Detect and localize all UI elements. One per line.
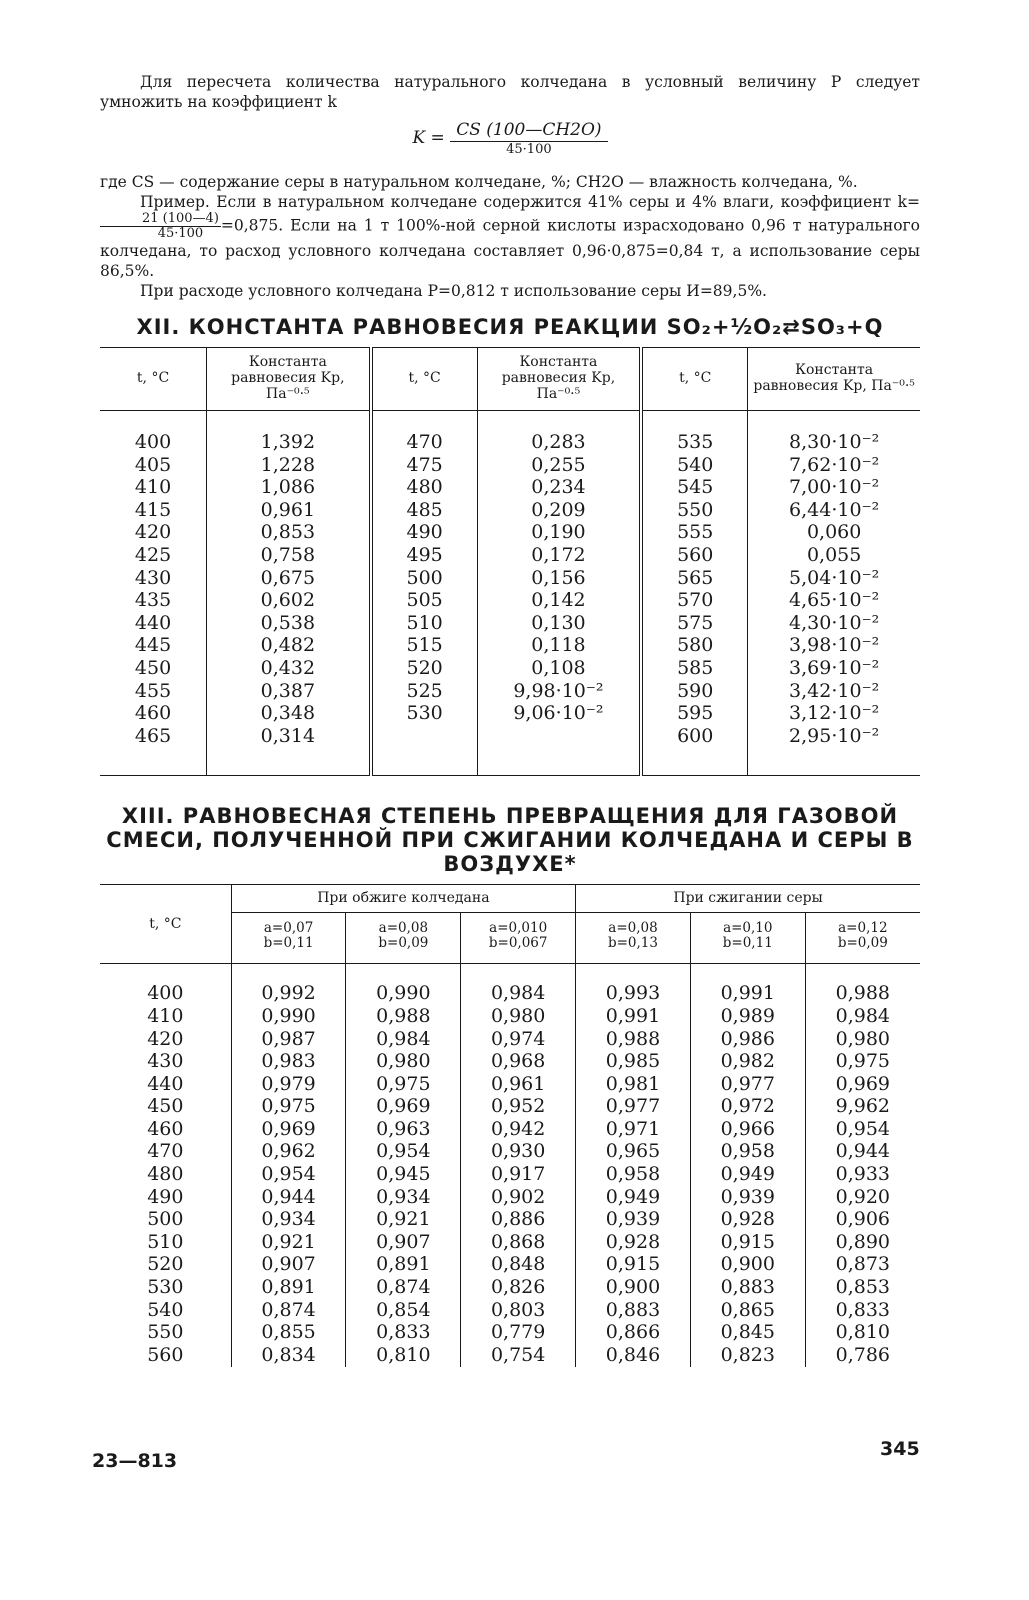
block3-constants-value: 3,12·10⁻²: [789, 702, 880, 725]
sulfur-column-2-value: 0,915: [720, 1230, 775, 1253]
pyrite-column-3-value: 0,902: [490, 1185, 546, 1208]
sulfur-column-3-value: 0,786: [835, 1343, 891, 1366]
block1-temperatures-value: 450: [134, 656, 172, 679]
header-constant-1: Константа равновесия Kp, Па⁻⁰·⁵: [207, 348, 371, 411]
sulfur-column-2-value: 0,845: [720, 1321, 775, 1344]
equilibrium-constant-table: [100, 347, 920, 776]
block3-temperatures-value: 575: [677, 611, 714, 634]
pyrite-column-3-value: 0,952: [490, 1095, 546, 1118]
formula-denominator: 45·100: [506, 142, 552, 157]
sulfur-column-1-value: 0,991: [605, 1004, 661, 1027]
pyrite-column-3-value: 0,886: [490, 1208, 546, 1231]
block2-constants-value: 9,98·10⁻²: [513, 679, 604, 702]
sulfur-column-1-value: 0,846: [605, 1343, 661, 1366]
formula-numerator: CS (100—CH2O): [450, 120, 607, 142]
consumption-paragraph: При расходе условного колчедана P=0,812 т использование серы И=89,5%.: [140, 282, 767, 300]
pyrite-column-1-value: 0,834: [261, 1343, 316, 1366]
block2-temperatures-value: 505: [406, 589, 443, 612]
block1-constants-value: 1,086: [260, 476, 316, 499]
block1-constants: [207, 411, 371, 776]
example-frac-den: 45·100: [157, 226, 204, 241]
block3-temperatures-value: 565: [677, 566, 714, 589]
definition-paragraph: где CS — содержание серы в натуральном колчедане, %; CH2O — влажность колчедана, %.: [100, 173, 858, 191]
pyrite-column-2-value: 0,945: [376, 1163, 431, 1186]
block3-temperatures-value: 545: [677, 476, 714, 499]
block2-constants-value: 0,190: [531, 521, 586, 544]
sulfur-column-2-value: 0,823: [720, 1343, 775, 1366]
temperature-column-value: 410: [147, 1004, 184, 1027]
block2-temperatures-value: 530: [406, 702, 443, 725]
block2-temperatures-value: 510: [406, 611, 443, 634]
sulfur-column-1-value: 0,993: [605, 982, 661, 1005]
sulfur-column-3-value: 0,933: [835, 1163, 891, 1186]
block1-constants-value: 0,387: [260, 679, 316, 702]
sulfur-column-3-value: 0,984: [835, 1004, 891, 1027]
block1-temperatures-value: 465: [134, 724, 172, 747]
block1-constants-value: 0,853: [260, 521, 316, 544]
block3-temperatures-value: 590: [677, 679, 714, 702]
temperature-column-value: 480: [147, 1163, 184, 1186]
block1-temperatures-value: 410: [134, 476, 172, 499]
sulfur-column-2-value: 0,865: [720, 1298, 775, 1321]
pyrite-column-3-value: 0,968: [490, 1050, 546, 1073]
pyrite-column-2-value: 0,980: [376, 1050, 431, 1073]
temperature-column-value: 470: [147, 1140, 184, 1163]
sulfur-column-1: [576, 964, 691, 1368]
pyrite-column-2-value: 0,969: [376, 1095, 431, 1118]
pyrite-column-3: [461, 964, 576, 1368]
subheader-2: a=0,08 b=0,09: [346, 913, 461, 964]
block2-temperatures-value: 515: [406, 634, 443, 657]
block3-constants-value: 0,055: [806, 543, 862, 566]
block2-constants-value: 0,172: [531, 543, 586, 566]
temperature-column-value: 450: [147, 1095, 184, 1118]
block1-constants-value: 0,675: [260, 566, 316, 589]
block3-temperatures-value: 550: [677, 498, 714, 521]
pyrite-column-1-value: 0,969: [261, 1117, 316, 1140]
sulfur-column-2-value: 0,977: [720, 1072, 775, 1095]
pyrite-column-2-value: 0,984: [376, 1027, 431, 1050]
header-group-sulfur: При сжигании серы: [576, 885, 920, 913]
pyrite-column-3-value: 0,779: [490, 1321, 546, 1344]
header-temperature-2: t, °C: [371, 348, 478, 411]
sulfur-column-3-value: 0,980: [835, 1027, 891, 1050]
pyrite-column-1-value: 0,934: [261, 1208, 316, 1231]
subheader-5: a=0,10 b=0,11: [690, 913, 805, 964]
block3-constants-value: 2,95·10⁻²: [789, 724, 880, 747]
block2-constants: [477, 411, 641, 776]
block3-constants-value: 3,98·10⁻²: [789, 634, 880, 657]
pyrite-column-2-value: 0,907: [376, 1230, 431, 1253]
block1-temperatures: [100, 411, 207, 776]
temperature-column-value: 530: [147, 1276, 184, 1299]
example-fraction: [100, 212, 221, 241]
block2-temperatures-value: 520: [406, 656, 443, 679]
sulfur-column-1-value: 0,939: [605, 1208, 661, 1231]
sulfur-column-3-value: 9,962: [835, 1095, 891, 1118]
block3-constants: [748, 411, 920, 776]
block2-temperatures-value: 480: [406, 476, 443, 499]
sulfur-column-1-value: 0,971: [605, 1117, 661, 1140]
block1-temperatures-value: 425: [134, 543, 172, 566]
block1-constants-value: 0,348: [260, 702, 316, 725]
block3-temperatures-value: 560: [677, 543, 714, 566]
block2-constants-value: 0,142: [531, 589, 586, 612]
sulfur-column-3-value: 0,833: [835, 1298, 891, 1321]
pyrite-column-3-value: 0,917: [490, 1163, 546, 1186]
header-temperature-3: t, °C: [641, 348, 748, 411]
sulfur-column-3-value: 0,954: [835, 1117, 891, 1140]
temperature-column-value: 550: [147, 1321, 184, 1344]
sulfur-column-3-value: 0,920: [835, 1185, 891, 1208]
block2-temperatures-value: 525: [406, 679, 443, 702]
temperature-column-value: 430: [147, 1050, 184, 1073]
coefficient-formula: [100, 120, 920, 166]
block3-temperatures-value: 585: [677, 656, 714, 679]
temperature-column: [100, 964, 231, 1368]
temperature-column-value: 500: [147, 1208, 184, 1231]
block2-temperatures-value: 485: [406, 498, 443, 521]
sulfur-column-2-value: 0,883: [720, 1276, 775, 1299]
block3-constants-value: 3,69·10⁻²: [789, 656, 880, 679]
block3-temperatures-value: 540: [677, 453, 714, 476]
temperature-column-value: 420: [147, 1027, 184, 1050]
pyrite-column-3-value: 0,754: [490, 1343, 546, 1366]
pyrite-column-2-value: 0,934: [376, 1185, 431, 1208]
printer-signature: 23—813: [92, 1450, 178, 1472]
pyrite-column-1-value: 0,855: [261, 1321, 316, 1344]
pyrite-column-1-value: 0,990: [261, 1004, 316, 1027]
formula-lhs: K =: [412, 128, 445, 148]
pyrite-column-1: [231, 964, 346, 1368]
sulfur-column-1-value: 0,883: [605, 1298, 661, 1321]
sulfur-column-2-value: 0,989: [720, 1004, 775, 1027]
block2-temperatures-value: 475: [406, 453, 443, 476]
pyrite-column-3-value: 0,826: [490, 1276, 546, 1299]
sulfur-column-1-value: 0,965: [605, 1140, 661, 1163]
pyrite-column-2-value: 0,975: [376, 1072, 431, 1095]
sulfur-column-1-value: 0,981: [605, 1072, 661, 1095]
sulfur-column-2-value: 0,982: [720, 1050, 775, 1073]
block1-constants-value: 0,432: [260, 656, 316, 679]
block1-temperatures-value: 420: [134, 521, 172, 544]
block1-constants-value: 0,538: [260, 611, 316, 634]
pyrite-column-2-value: 0,854: [376, 1298, 431, 1321]
block3-constants-value: 7,00·10⁻²: [789, 476, 880, 499]
block2-temperatures-value: 500: [406, 566, 443, 589]
block2-constants-value: 0,255: [531, 453, 586, 476]
pyrite-column-1-value: 0,975: [261, 1095, 316, 1118]
intro-paragraph: Для пересчета количества натурального колчедана в условный величину P следует умножить на коэффициент k: [100, 73, 920, 111]
block3-temperatures-value: 535: [677, 431, 714, 453]
subheader-6: a=0,12 b=0,09: [805, 913, 920, 964]
pyrite-column-1-value: 0,954: [261, 1163, 316, 1186]
sulfur-column-2-value: 0,958: [720, 1140, 775, 1163]
block2-constants-value: 0,118: [531, 634, 586, 657]
block1-temperatures-value: 440: [134, 611, 172, 634]
sulfur-column-2-value: 0,966: [720, 1117, 775, 1140]
temperature-column-value: 490: [147, 1185, 184, 1208]
pyrite-column-1-value: 0,921: [261, 1230, 316, 1253]
block1-constants-value: 0,961: [260, 498, 316, 521]
temperature-column-value: 510: [147, 1230, 184, 1253]
sulfur-column-3: [805, 964, 920, 1368]
block3-temperatures-value: 580: [677, 634, 714, 657]
sulfur-column-2-value: 0,949: [720, 1163, 775, 1186]
pyrite-column-3-value: 0,980: [490, 1004, 546, 1027]
pyrite-column-1-value: 0,907: [261, 1253, 316, 1276]
block1-constants-value: 0,602: [260, 589, 316, 612]
sulfur-column-3-value: 0,988: [835, 982, 891, 1005]
pyrite-column-2-value: 0,954: [376, 1140, 431, 1163]
block2-constants-value: 0,130: [531, 611, 586, 634]
pyrite-column-3-value: 0,930: [490, 1140, 546, 1163]
block1-constants-value: 0,758: [260, 543, 316, 566]
block1-constants-value: 0,314: [260, 724, 316, 747]
pyrite-column-2-value: 0,874: [376, 1276, 431, 1299]
sulfur-column-2-value: 0,939: [720, 1185, 775, 1208]
temperature-column-value: 460: [147, 1117, 184, 1140]
block1-temperatures-value: 435: [134, 589, 172, 612]
sulfur-column-2-value: 0,991: [720, 982, 775, 1005]
page-content: [100, 72, 920, 1367]
pyrite-column-2: [346, 964, 461, 1368]
pyrite-column-3-value: 0,848: [490, 1253, 546, 1276]
example-text-a: Пример. Если в натуральном колчедане содержится 41% серы и 4% влаги, коэффициент k=: [140, 193, 920, 211]
block2-constants-value: 0,108: [531, 656, 586, 679]
sulfur-column-2-value: 0,986: [720, 1027, 775, 1050]
block1-constants-value: 0,482: [260, 634, 316, 657]
sulfur-column-3-value: 0,890: [835, 1230, 891, 1253]
temperature-column-value: 540: [147, 1298, 184, 1321]
block2-constants-value: 0,209: [531, 498, 586, 521]
sulfur-column-1-value: 0,928: [605, 1230, 661, 1253]
sulfur-column-2: [690, 964, 805, 1368]
sulfur-column-1-value: 0,900: [605, 1276, 661, 1299]
example-text-b: =0,875. Если на 1 т 100%-ной серной кислоты израсходовано 0,96 т натурального колчедана, то расход условного колчедана составляет 0,96·0,875=0,84 т, а использование серы 86,5%.: [100, 216, 920, 280]
sulfur-column-3-value: 0,944: [835, 1140, 891, 1163]
pyrite-column-2-value: 0,990: [376, 982, 431, 1005]
pyrite-column-1-value: 0,992: [261, 982, 316, 1005]
block1-temperatures-value: 445: [134, 634, 172, 657]
block3-constants-value: 8,30·10⁻²: [789, 431, 880, 453]
block2-constants-value: 0,156: [531, 566, 586, 589]
block2-temperatures-value: 470: [406, 431, 443, 453]
block2-constants-value: 0,283: [531, 431, 586, 453]
header-group-pyrite: При обжиге колчедана: [231, 885, 575, 913]
sulfur-column-3-value: 0,906: [835, 1208, 891, 1231]
block3-constants-value: 6,44·10⁻²: [789, 498, 880, 521]
pyrite-column-3-value: 0,974: [490, 1027, 546, 1050]
header-constant-2: Константа равновесия Kp, Па⁻⁰·⁵: [477, 348, 641, 411]
subheader-3: a=0,010 b=0,067: [461, 913, 576, 964]
block2-temperatures: [371, 411, 478, 776]
pyrite-column-3-value: 0,984: [490, 982, 546, 1005]
block3-temperatures-value: 600: [677, 724, 714, 747]
pyrite-column-1-value: 0,962: [261, 1140, 316, 1163]
block2-constants-value: 9,06·10⁻²: [513, 702, 604, 725]
block3-constants-value: 4,65·10⁻²: [789, 589, 880, 612]
temperature-column-value: 400: [147, 982, 184, 1005]
block1-temperatures-value: 430: [134, 566, 172, 589]
header-temperature: t, °C: [100, 885, 231, 964]
temperature-column-value: 440: [147, 1072, 184, 1095]
header-temperature-1: t, °C: [100, 348, 207, 411]
sulfur-column-2-value: 0,928: [720, 1208, 775, 1231]
pyrite-column-1-value: 0,983: [261, 1050, 316, 1073]
sulfur-column-3-value: 0,853: [835, 1276, 891, 1299]
block1-temperatures-value: 415: [134, 498, 172, 521]
sulfur-column-1-value: 0,958: [605, 1163, 661, 1186]
block3-constants-value: 4,30·10⁻²: [789, 611, 880, 634]
subheader-1: a=0,07 b=0,11: [231, 913, 346, 964]
conversion-degree-table: [100, 884, 920, 1367]
page-number: 345: [880, 1438, 920, 1460]
sulfur-column-3-value: 0,810: [835, 1321, 891, 1344]
pyrite-column-3-value: 0,803: [490, 1298, 546, 1321]
table2-title: XIII. РАВНОВЕСНАЯ СТЕПЕНЬ ПРЕВРАЩЕНИЯ ДЛЯ ГАЗОВОЙ СМЕСИ, ПОЛУЧЕННОЙ ПРИ СЖИГАНИИ КОЛЧЕДАНА И СЕРЫ В ВОЗДУХЕ*: [106, 804, 914, 877]
block1-temperatures-value: 455: [134, 679, 172, 702]
pyrite-column-3-value: 0,942: [490, 1117, 546, 1140]
pyrite-column-1-value: 0,987: [261, 1027, 316, 1050]
pyrite-column-2-value: 0,921: [376, 1208, 431, 1231]
block3-constants-value: 7,62·10⁻²: [789, 453, 880, 476]
block2-temperatures-value: 490: [406, 521, 443, 544]
block1-temperatures-value: 405: [134, 453, 172, 476]
block1-temperatures-value: 460: [134, 702, 172, 725]
sulfur-column-3-value: 0,873: [835, 1253, 891, 1276]
sulfur-column-1-value: 0,977: [605, 1095, 661, 1118]
sulfur-column-1-value: 0,866: [605, 1321, 661, 1344]
block1-temperatures-value: 400: [134, 431, 172, 453]
pyrite-column-2-value: 0,833: [376, 1321, 431, 1344]
block3-temperatures: [641, 411, 748, 776]
pyrite-column-2-value: 0,891: [376, 1253, 431, 1276]
pyrite-column-2-value: 0,988: [376, 1004, 431, 1027]
block2-temperatures-value: 495: [406, 543, 443, 566]
pyrite-column-3-value: 0,961: [490, 1072, 546, 1095]
pyrite-column-1-value: 0,944: [261, 1185, 316, 1208]
header-constant-3: Константа равновесия Kp, Па⁻⁰·⁵: [748, 348, 920, 411]
temperature-column-value: 560: [147, 1343, 184, 1366]
sulfur-column-3-value: 0,975: [835, 1050, 891, 1073]
pyrite-column-1-value: 0,979: [261, 1072, 316, 1095]
pyrite-column-1-value: 0,874: [261, 1298, 316, 1321]
block1-constants-value: 1,392: [260, 431, 316, 453]
sulfur-column-3-value: 0,969: [835, 1072, 891, 1095]
temperature-column-value: 520: [147, 1253, 184, 1276]
pyrite-column-2-value: 0,963: [376, 1117, 431, 1140]
block3-temperatures-value: 555: [677, 521, 714, 544]
pyrite-column-1-value: 0,891: [261, 1276, 316, 1299]
pyrite-column-2-value: 0,810: [376, 1343, 431, 1366]
block1-constants-value: 1,228: [260, 453, 316, 476]
sulfur-column-2-value: 0,900: [720, 1253, 775, 1276]
block2-constants-value: 0,234: [531, 476, 586, 499]
block3-temperatures-value: 595: [677, 702, 714, 725]
example-paragraph: [100, 192, 920, 281]
block3-temperatures-value: 570: [677, 589, 714, 612]
sulfur-column-1-value: 0,949: [605, 1185, 661, 1208]
block3-constants-value: 3,42·10⁻²: [789, 679, 880, 702]
subheader-4: a=0,08 b=0,13: [576, 913, 691, 964]
block3-constants-value: 0,060: [806, 521, 862, 544]
table1-title: XII. КОНСТАНТА РАВНОВЕСИЯ РЕАКЦИИ SO₂+½O₂⇄SO₃+Q: [136, 315, 884, 339]
block3-constants-value: 5,04·10⁻²: [789, 566, 880, 589]
sulfur-column-1-value: 0,988: [605, 1027, 661, 1050]
pyrite-column-3-value: 0,868: [490, 1230, 546, 1253]
sulfur-column-1-value: 0,915: [605, 1253, 661, 1276]
formula-fraction: [450, 120, 607, 157]
sulfur-column-1-value: 0,985: [605, 1050, 661, 1073]
sulfur-column-2-value: 0,972: [720, 1095, 775, 1118]
example-frac-num: 21 (100—4): [100, 212, 221, 227]
